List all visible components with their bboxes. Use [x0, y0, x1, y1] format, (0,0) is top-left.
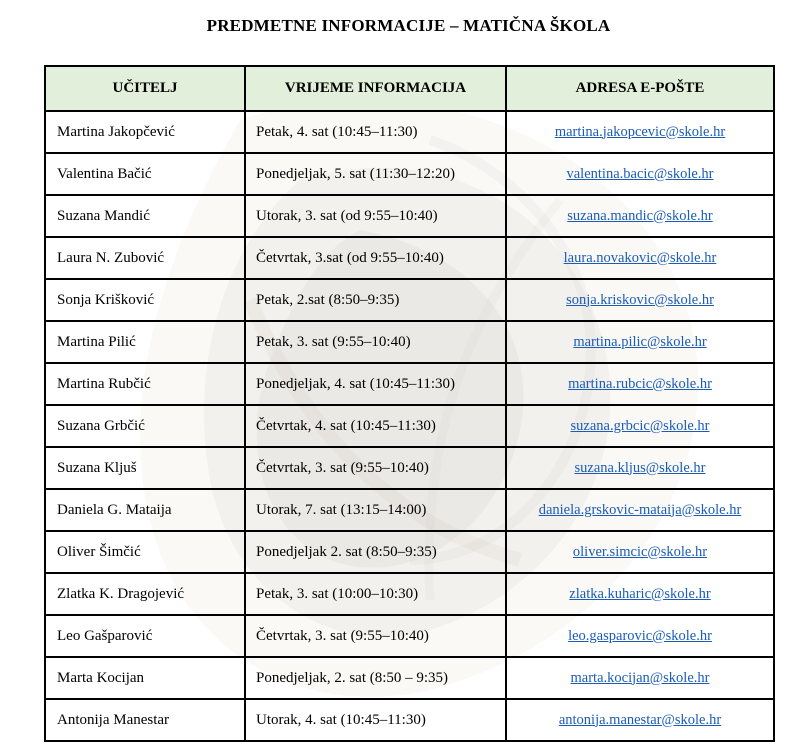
email-link[interactable]: oliver.simcic@skole.hr — [572, 543, 708, 560]
email-cell — [506, 111, 774, 153]
time-cell: Četvrtak, 3. sat (9:55–10:40) — [245, 615, 506, 657]
time-cell: Ponedjeljak 2. sat (8:50–9:35) — [245, 531, 506, 573]
time-cell: Petak, 3. sat (9:55–10:40) — [245, 321, 506, 363]
teacher-cell: Martina Jakopčević — [45, 111, 245, 153]
table-row — [45, 573, 774, 615]
email-cell — [506, 405, 774, 447]
table-row — [45, 531, 774, 573]
email-link[interactable]: daniela.grskovic-mataija@skole.hr — [538, 501, 742, 518]
email-cell — [506, 279, 774, 321]
email-link[interactable]: valentina.bacic@skole.hr — [566, 165, 714, 182]
table-row — [45, 489, 774, 531]
email-link[interactable]: antonija.manestar@skole.hr — [558, 711, 722, 728]
email-cell — [506, 615, 774, 657]
table-row — [45, 405, 774, 447]
email-link[interactable]: zlatka.kuharic@skole.hr — [569, 585, 711, 602]
teacher-cell: Marta Kocijan — [45, 657, 245, 699]
table-row — [45, 615, 774, 657]
table-row — [45, 279, 774, 321]
email-link[interactable]: laura.novakovic@skole.hr — [563, 249, 717, 266]
teacher-cell: Leo Gašparović — [45, 615, 245, 657]
time-cell: Četvrtak, 3.sat (od 9:55–10:40) — [245, 237, 506, 279]
teacher-cell: Antonija Manestar — [45, 699, 245, 741]
teacher-info-table — [44, 65, 775, 742]
teacher-cell: Martina Pilić — [45, 321, 245, 363]
email-cell — [506, 153, 774, 195]
table-row — [45, 195, 774, 237]
teacher-cell: Laura N. Zubović — [45, 237, 245, 279]
email-link[interactable]: marta.kocijan@skole.hr — [570, 669, 710, 686]
time-cell: Utorak, 4. sat (10:45–11:30) — [245, 699, 506, 741]
email-cell — [506, 657, 774, 699]
header-row — [45, 66, 774, 111]
teacher-cell: Martina Rubčić — [45, 363, 245, 405]
time-cell: Petak, 2.sat (8:50–9:35) — [245, 279, 506, 321]
table-row — [45, 321, 774, 363]
time-cell: Utorak, 7. sat (13:15–14:00) — [245, 489, 506, 531]
teacher-cell: Oliver Šimčić — [45, 531, 245, 573]
table-row — [45, 699, 774, 741]
time-cell: Ponedjeljak, 5. sat (11:30–12:20) — [245, 153, 506, 195]
teacher-cell: Suzana Mandić — [45, 195, 245, 237]
table-row — [45, 657, 774, 699]
header-teacher: UČITELJ — [45, 66, 245, 111]
email-cell — [506, 447, 774, 489]
teacher-cell: Sonja Krišković — [45, 279, 245, 321]
email-link[interactable]: martina.rubcic@skole.hr — [568, 375, 712, 392]
time-cell: Četvrtak, 4. sat (10:45–11:30) — [245, 405, 506, 447]
table-row — [45, 153, 774, 195]
table-row — [45, 237, 774, 279]
teacher-cell: Zlatka K. Dragojević — [45, 573, 245, 615]
email-link[interactable]: suzana.grbcic@skole.hr — [570, 417, 710, 434]
email-cell — [506, 363, 774, 405]
email-link[interactable]: suzana.mandic@skole.hr — [567, 207, 713, 224]
table-body — [45, 111, 774, 741]
time-cell: Četvrtak, 3. sat (9:55–10:40) — [245, 447, 506, 489]
page-title: PREDMETNE INFORMACIJE – MATIČNA ŠKOLA — [206, 16, 611, 35]
email-cell — [506, 237, 774, 279]
time-cell: Petak, 3. sat (10:00–10:30) — [245, 573, 506, 615]
email-cell — [506, 699, 774, 741]
teacher-cell: Daniela G. Mataija — [45, 489, 245, 531]
time-cell: Petak, 4. sat (10:45–11:30) — [245, 111, 506, 153]
email-cell — [506, 531, 774, 573]
time-cell: Ponedjeljak, 4. sat (10:45–11:30) — [245, 363, 506, 405]
email-cell — [506, 195, 774, 237]
table-row — [45, 363, 774, 405]
email-link[interactable]: sonja.kriskovic@skole.hr — [566, 291, 714, 308]
email-link[interactable]: martina.jakopcevic@skole.hr — [554, 123, 726, 140]
header-time: VRIJEME INFORMACIJA — [245, 66, 506, 111]
email-link[interactable]: suzana.kljus@skole.hr — [574, 459, 706, 476]
email-cell — [506, 489, 774, 531]
teacher-cell: Valentina Bačić — [45, 153, 245, 195]
teacher-cell: Suzana Kljuš — [45, 447, 245, 489]
teacher-cell: Suzana Grbčić — [45, 405, 245, 447]
email-cell — [506, 321, 774, 363]
header-email: ADRESA E-POŠTE — [506, 66, 774, 111]
time-cell: Utorak, 3. sat (od 9:55–10:40) — [245, 195, 506, 237]
time-cell: Ponedjeljak, 2. sat (8:50 – 9:35) — [245, 657, 506, 699]
table-row — [45, 447, 774, 489]
email-link[interactable]: leo.gasparovic@skole.hr — [568, 627, 712, 644]
email-cell — [506, 573, 774, 615]
table-header — [45, 66, 774, 111]
email-link[interactable]: martina.pilic@skole.hr — [573, 333, 707, 350]
table-row — [45, 111, 774, 153]
